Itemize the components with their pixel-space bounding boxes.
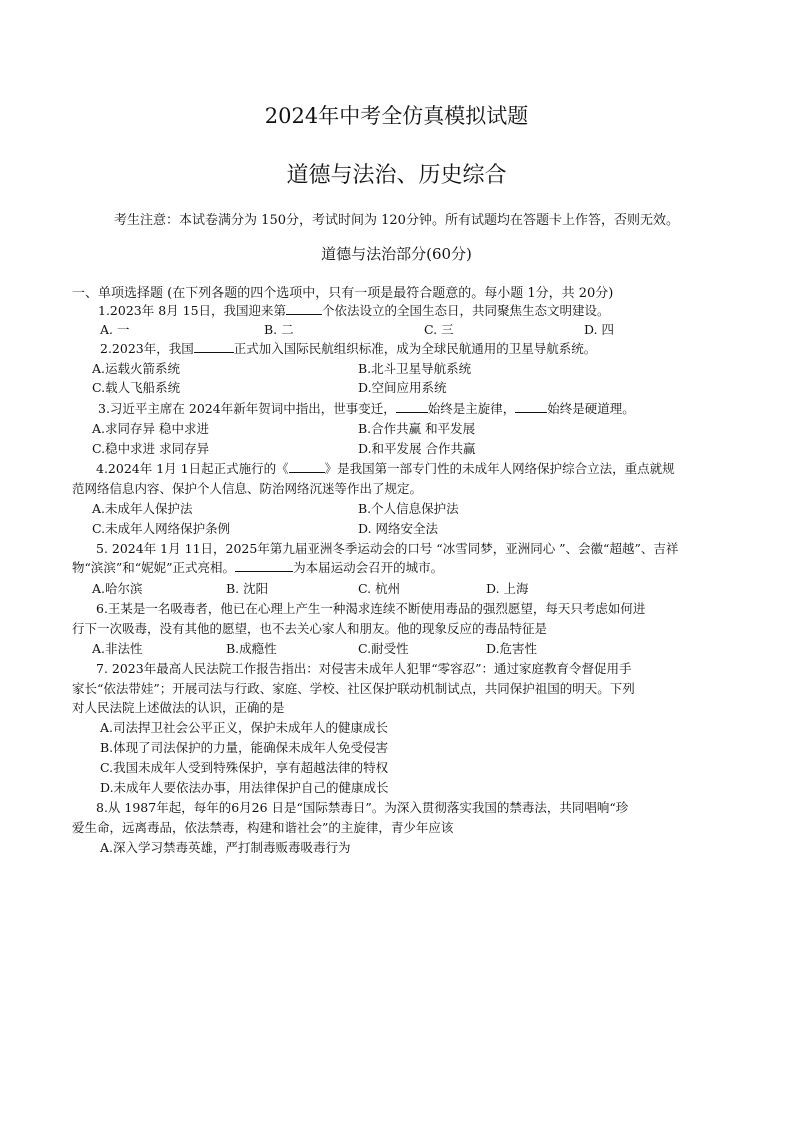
question-7-stem-line-1: 7. 2023年最高人民法院工作报告指出：对侵害未成年人犯罪“零容忍”：通过家庭教育令督促用手 (96, 661, 632, 676)
section-heading: 一、单项选择题 (在下列各题的四个选项中，只有一项是最符合题意的。每小题 1分，共 20分) (72, 286, 614, 301)
question-6-stem-line-1: 6.王某是一名吸毒者，他已在心理上产生一种渴求连续不断使用毒品的强烈愿望，每天只考虑如何进 (96, 601, 646, 616)
question-5-stem-line-2 (72, 558, 443, 578)
question-4-stem-part-a: 4.2024年 1月 1日起正式施行的《 (96, 461, 289, 476)
exam-title: 2024年中考全仿真模拟试题 (264, 104, 529, 128)
question-2-option-b: B.北斗卫星导航系统 (358, 361, 472, 376)
question-2-stem (100, 339, 596, 359)
question-4-option-b: B.个人信息保护法 (358, 501, 459, 516)
answer-blank (289, 460, 325, 473)
question-2-option-c: C.载人飞船系统 (92, 380, 181, 395)
question-1-option-c: C. 三 (424, 322, 454, 337)
part-title: 道德与法治部分(60分) (321, 245, 472, 263)
question-1-option-b: B. 二 (264, 322, 294, 337)
question-1-stem-part-b: 个依法设立的全国生态日，共同聚焦生态文明建设。 (322, 303, 610, 318)
question-3-option-b: B.合作共赢 和平发展 (358, 421, 476, 436)
question-4-stem (96, 459, 675, 479)
question-2-option-d: D.空间应用系统 (358, 380, 447, 395)
question-4-option-a: A.未成年人保护法 (92, 501, 193, 516)
question-6-option-c: C.耐受性 (358, 641, 409, 656)
exam-subtitle: 道德与法治、历史综合 (286, 163, 507, 188)
question-2-stem-part-b: 正式加入国际民航组织标准，成为全球民航通用的卫星导航系统。 (233, 341, 597, 356)
question-8-option-a: A.深入学习禁毒英雄，严打制毒贩毒吸毒行为 (100, 840, 351, 855)
answer-blank (515, 400, 547, 413)
question-5-stem-part-b: 为本届运动会召开的城市。 (293, 560, 444, 575)
question-4-stem-line-2: 范网络信息内容、保护个人信息、防治网络沉迷等作出了规定。 (72, 481, 423, 496)
question-5-stem-line-1: 5. 2024年 1月 11日，2025年第九届亚洲冬季运动会的口号 “冰雪同梦，亚洲同心 ”、会徽“超越”、吉祥 (96, 541, 679, 556)
question-7-option-c: C.我国未成年人受到特殊保护，享有超越法律的特权 (100, 760, 389, 775)
question-3-option-d: D.和平发展 合作共赢 (358, 441, 476, 456)
question-1-stem (98, 301, 610, 321)
question-2-stem-part-a: 2.2023年，我国 (100, 341, 194, 356)
question-5-option-c: C. 杭州 (358, 581, 401, 596)
question-3-option-c: C.稳中求进 求同存异 (92, 441, 210, 456)
question-3-stem-part-b: 始终是主旋律， (427, 401, 516, 416)
question-7-option-d: D.未成年人要依法办事，用法律保护自己的健康成长 (100, 780, 389, 795)
question-8-stem-line-2: 爱生命，远离毒品，依法禁毒，构建和谐社会”的主旋律，青少年应该 (72, 820, 454, 835)
question-2-option-a: A.运载火箭系统 (92, 361, 181, 376)
answer-blank (194, 340, 234, 353)
question-3-stem (98, 399, 635, 419)
question-7-stem-line-2: 家长“依法带娃”；开展司法与行政、家庭、学校、社区保护联动机制试点，共同保护祖国的明天。下列 (72, 681, 635, 696)
question-6-stem-line-2: 行下一次吸毒，没有其他的愿望，也不去关心家人和朋友。他的现象反应的毒品特征是 (72, 621, 548, 636)
answer-blank (396, 400, 428, 413)
question-1-option-d: D. 四 (584, 322, 615, 337)
question-4-option-d: D. 网络安全法 (358, 521, 439, 536)
question-3-stem-part-a: 3.习近平主席在 2024年新年贺词中指出，世事变迁， (98, 401, 396, 416)
question-5-option-d: D. 上海 (486, 581, 529, 596)
question-3-stem-part-c: 始终是硬道理。 (547, 401, 635, 416)
question-6-option-d: D.危害性 (486, 641, 538, 656)
question-1-stem-part-a: 1.2023年 8月 15日，我国迎来第 (98, 303, 287, 318)
question-4-stem-part-b: 》是我国第一部专门性的未成年人网络保护综合立法，重点就规 (324, 461, 675, 476)
question-7-option-a: A.司法捍卫社会公平正义，保护未成年人的健康成长 (100, 720, 389, 735)
question-5-option-b: B. 沈阳 (226, 581, 269, 596)
question-6-option-a: A.非法性 (92, 641, 143, 656)
question-1-option-a: A. 一 (100, 322, 130, 337)
question-4-option-c: C.未成年人网络保护条例 (92, 521, 231, 536)
question-7-option-b: B.体现了司法保护的力量，能确保未成年人免受侵害 (100, 740, 389, 755)
answer-blank (286, 302, 322, 315)
question-6-option-b: B.成瘾性 (226, 641, 277, 656)
question-5-option-a: A.哈尔滨 (92, 581, 143, 596)
question-8-stem-line-1: 8.从 1987年起，每年的6月26 日是“国际禁毒日”。为深入贯彻落实我国的禁毒法，共同唱响“珍 (96, 800, 629, 815)
question-3-option-a: A.求同存异 稳中求进 (92, 421, 209, 436)
answer-blank (235, 559, 293, 572)
question-7-stem-line-3: 对人民法院上述做法的认识，正确的是 (72, 700, 285, 715)
candidate-notice: 考生注意：本试卷满分为 150分，考试时间为 120分钟。所有试题均在答题卡上作答，否则无效。 (114, 213, 679, 228)
question-5-stem-part-a: 物“滨滨”和“妮妮”正式亮相。 (72, 560, 236, 575)
